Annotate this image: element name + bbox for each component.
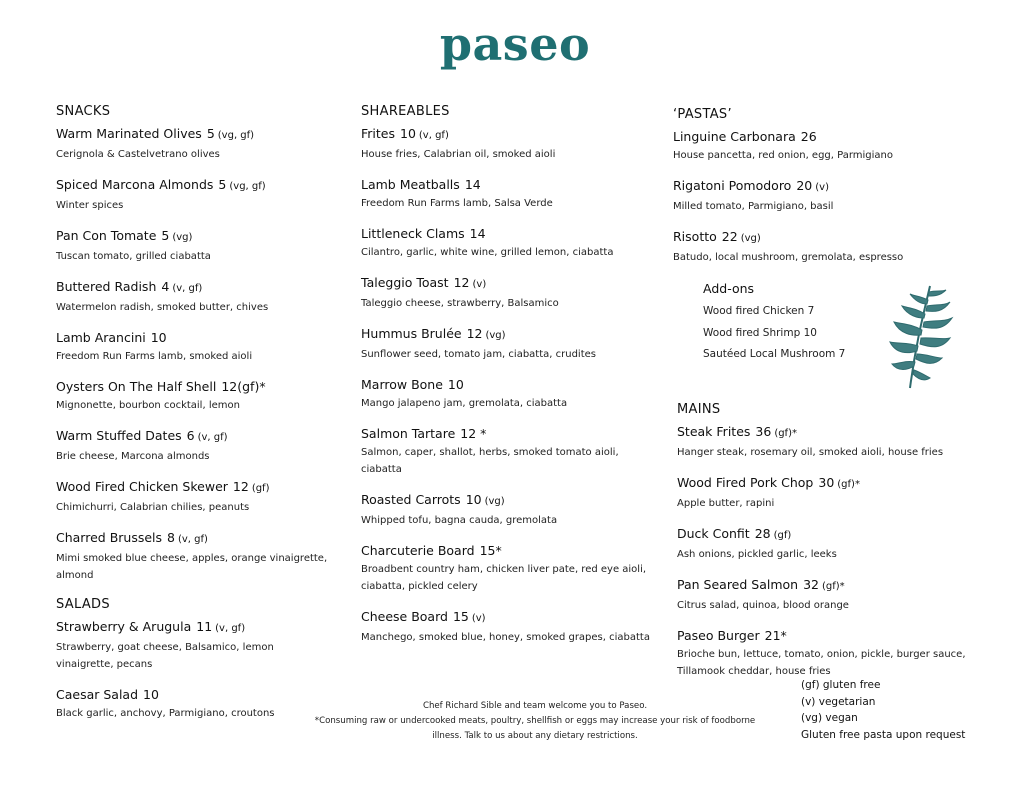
menu-item-name: Warm Stuffed Dates	[56, 428, 182, 443]
menu-item-price: 5	[218, 177, 227, 192]
menu-item	[673, 229, 973, 266]
menu-item-description: Ash onions, pickled garlic, leeks	[677, 549, 837, 560]
menu-item-price: 15*	[479, 543, 502, 558]
salads-list	[56, 619, 328, 722]
addon-item: Wood fired Chicken 7	[703, 305, 815, 317]
menu-item-name: Pan Con Tomate	[56, 228, 157, 243]
menu-item-price: 10	[143, 687, 159, 702]
menu-item	[673, 129, 973, 164]
menu-item-description: Salmon, caper, shallot, herbs, smoked tomato aioli, ciabatta	[361, 447, 619, 475]
menu-item-title	[56, 379, 328, 395]
menu-item-description: Brie cheese, Marcona almonds	[56, 451, 210, 462]
menu-item-description: House fries, Calabrian oil, smoked aioli	[361, 149, 556, 160]
menu-item-title	[677, 526, 977, 544]
menu-item-title	[677, 628, 977, 644]
menu-item-title	[361, 275, 651, 293]
menu-item	[56, 228, 328, 265]
menu-item-description: Freedom Run Farms lamb, smoked aioli	[56, 351, 253, 362]
menu-item-name: Charcuterie Board	[361, 543, 475, 558]
menu-item-price: 8	[167, 530, 175, 545]
addon-item: Sautéed Local Mushroom 7	[703, 348, 846, 360]
menu-item-name: Littleneck Clams	[361, 226, 465, 241]
menu-item-price: 5	[206, 126, 215, 141]
menu-item-dietary-tag: (v)	[471, 613, 486, 624]
menu-item-name: Lamb Meatballs	[361, 177, 460, 192]
menu-item-price: 6	[186, 428, 195, 443]
menu-item-dietary-tag: (v, gf)	[418, 130, 449, 141]
menu-item-description: Cerignola & Castelvetrano olives	[56, 149, 220, 160]
addons-list	[703, 301, 873, 366]
menu-item-name: Risotto	[673, 229, 717, 244]
menu-item	[361, 492, 651, 529]
menu-item-price: 26	[800, 129, 817, 144]
menu-item-dietary-tag: (v, gf)	[197, 432, 228, 443]
menu-item	[361, 377, 651, 412]
menu-item-description: Mignonette, bourbon cocktail, lemon	[56, 400, 240, 411]
menu-item-name: Wood Fired Chicken Skewer	[56, 479, 228, 494]
menu-item-description: Winter spices	[56, 200, 124, 211]
menu-item-description: Freedom Run Farms lamb, Salsa Verde	[361, 198, 553, 209]
menu-item-name: Buttered Radish	[56, 279, 157, 294]
menu-item-description: Batudo, local mushroom, gremolata, espresso	[673, 252, 904, 263]
addons-block	[703, 281, 873, 366]
section-title-salads: SALADS	[56, 597, 110, 612]
menu-item	[361, 543, 651, 595]
menu-item-name: Hummus Brulée	[361, 326, 462, 341]
menu-item-dietary-tag: (gf)	[773, 530, 792, 541]
menu-item-description: Hanger steak, rosemary oil, smoked aioli, house fries	[677, 447, 944, 458]
menu-item-description: Milled tomato, Parmigiano, basil	[673, 201, 834, 212]
menu-item-price: 21*	[764, 628, 787, 643]
menu-item-title	[673, 129, 973, 145]
footer-warning: *Consuming raw or undercooked meats, poultry, shellfish or eggs may increase your risk of foodborne	[314, 716, 756, 726]
menu-item-name: Pan Seared Salmon	[677, 577, 799, 592]
legend-item: (vg) vegan	[801, 712, 858, 724]
menu-item-price: 12	[232, 479, 249, 494]
addon-item: Wood fired Shrimp 10	[703, 326, 817, 339]
menu-item-price: 12	[466, 326, 483, 341]
menu-item-dietary-tag: (vg, gf)	[217, 130, 255, 141]
menu-item-title	[56, 479, 328, 497]
menu-item-dietary-tag: (vg)	[172, 232, 193, 243]
menu-item-name: Cheese Board	[361, 609, 448, 624]
section-title-snacks: SNACKS	[56, 104, 111, 119]
menu-item-title	[677, 475, 977, 493]
menu-item-title	[56, 530, 328, 548]
menu-item-dietary-tag: (v, gf)	[172, 283, 203, 294]
snacks-list	[56, 126, 328, 584]
menu-item-dietary-tag: (vg)	[740, 233, 761, 244]
menu-item-title	[56, 619, 328, 637]
menu-item-price: 28	[754, 526, 771, 541]
pastas-list	[673, 129, 973, 266]
menu-item	[361, 275, 651, 312]
menu-item-name: Rigatoni Pomodoro	[673, 178, 792, 193]
menu-item-price: 5	[161, 228, 170, 243]
menu-item-price: 20	[796, 178, 813, 193]
menu-item	[56, 177, 328, 214]
menu-item-price: 10	[465, 492, 482, 507]
menu-item	[56, 279, 328, 316]
menu-item-title	[361, 609, 651, 627]
menu-item	[361, 126, 651, 163]
menu-item-title	[361, 326, 651, 344]
menu-item-dietary-tag: (v, gf)	[215, 623, 246, 634]
menu-item-name: Frites	[361, 126, 395, 141]
footer-warning-cont: illness. Talk to us about any dietary restrictions.	[432, 731, 638, 741]
menu-item	[56, 687, 328, 722]
menu-item-description: Manchego, smoked blue, honey, smoked grapes, ciabatta	[361, 632, 650, 643]
menu-item-name: Duck Confit	[677, 526, 750, 541]
menu-item-dietary-tag: (v)	[472, 279, 487, 290]
menu-item-description: Watermelon radish, smoked butter, chives	[56, 302, 269, 313]
menu-item-price: 4	[161, 279, 170, 294]
menu-item-description: Broadbent country ham, chicken liver pate, red eye aioli, ciabatta, pickled celery	[361, 564, 647, 592]
mains-column	[677, 402, 977, 694]
menu-item-title	[56, 330, 328, 346]
menu-item-title	[361, 126, 651, 144]
menu-item-title	[361, 377, 651, 393]
menu-item-dietary-tag: (v)	[815, 182, 829, 193]
menu-item-name: Strawberry & Arugula	[56, 619, 192, 634]
menu-item	[361, 326, 651, 363]
menu-item-name: Caesar Salad	[56, 687, 139, 702]
menu-item-price: 15	[452, 609, 469, 624]
menu-item	[56, 479, 328, 516]
menu-item-name: Steak Frites	[677, 424, 751, 439]
menu-item-name: Linguine Carbonara	[673, 129, 796, 144]
menu-item-description: Whipped tofu, bagna cauda, gremolata	[361, 515, 558, 526]
menu-item	[56, 428, 328, 465]
fern-leaf-illustration	[880, 282, 956, 392]
menu-item-name: Salmon Tartare	[361, 426, 456, 441]
footer-welcome: Chef Richard Sible and team welcome you to Paseo.	[422, 701, 648, 711]
menu-item	[361, 426, 651, 478]
menu-item-description: Brioche bun, lettuce, tomato, onion, pickle, burger sauce, Tillamook cheddar, house fries	[677, 649, 966, 677]
dietary-legend	[801, 677, 965, 743]
menu-item-price: 22	[721, 229, 738, 244]
menu-item-dietary-tag: (vg)	[484, 496, 505, 507]
menu-item-price: 10	[150, 330, 167, 345]
menu-item-description: Sunflower seed, tomato jam, ciabatta, crudites	[361, 349, 596, 360]
menu-item	[56, 619, 328, 673]
menu-item-description: Black garlic, anchovy, Parmigiano, croutons	[56, 708, 275, 719]
menu-item-name: Spiced Marcona Almonds	[56, 177, 214, 192]
menu-item-description: Apple butter, rapini	[677, 498, 775, 509]
menu-item-title	[677, 577, 977, 595]
menu-item-price: 30	[818, 475, 835, 490]
menu-item-title	[56, 228, 328, 246]
menu-item	[677, 526, 977, 563]
menu-item-price: 14	[464, 177, 481, 192]
mains-list	[677, 424, 977, 680]
pastas-column	[673, 107, 973, 280]
menu-item-description: Taleggio cheese, strawberry, Balsamico	[361, 298, 559, 309]
menu-item-dietary-tag: (gf)*	[822, 581, 845, 592]
menu-item-price: 11	[196, 619, 213, 634]
menu-item-name: Paseo Burger	[677, 628, 760, 643]
menu-item-title	[361, 177, 651, 193]
menu-item	[677, 475, 977, 512]
menu-item	[56, 530, 328, 584]
menu-item-title	[56, 428, 328, 446]
menu-item-price: 12	[453, 275, 470, 290]
menu-item-name: Roasted Carrots	[361, 492, 461, 507]
menu-item	[673, 178, 973, 215]
menu-item	[677, 424, 977, 461]
menu-item-description: House pancetta, red onion, egg, Parmigiano	[673, 150, 894, 161]
addons-title: Add-ons	[703, 281, 755, 296]
menu-item-price: 36	[755, 424, 772, 439]
menu-item-name: Oysters On The Half Shell	[56, 379, 217, 394]
menu-item	[361, 609, 651, 646]
menu-item-name: Marrow Bone	[361, 377, 443, 392]
menu-item-price: 14	[469, 226, 486, 241]
menu-item-dietary-tag: (gf)	[251, 483, 270, 494]
shareables-list	[361, 126, 651, 646]
menu-item	[56, 126, 328, 163]
menu-item-dietary-tag: (gf)*	[837, 479, 860, 490]
menu-item-price: 10	[400, 126, 416, 141]
menu-item-title	[673, 178, 973, 196]
menu-item-name: Wood Fired Pork Chop	[677, 475, 814, 490]
menu-item-dietary-tag: (gf)*	[774, 428, 797, 439]
menu-item	[361, 177, 651, 212]
restaurant-logo: paseo	[439, 17, 591, 71]
section-title-pastas: ‘PASTAS’	[673, 107, 732, 122]
menu-item-price: 10	[447, 377, 464, 392]
menu-item-price: 32	[803, 577, 819, 592]
menu-item	[361, 226, 651, 261]
menu-item-description: Citrus salad, quinoa, blood orange	[677, 600, 849, 611]
menu-item-description: Tuscan tomato, grilled ciabatta	[56, 251, 211, 262]
snacks-column	[56, 104, 328, 736]
menu-item-title	[361, 426, 651, 442]
menu-item-dietary-tag: (vg, gf)	[229, 181, 266, 192]
menu-item-name: Warm Marinated Olives	[56, 126, 202, 141]
menu-item-title	[361, 492, 651, 510]
legend-item: (gf) gluten free	[801, 679, 881, 691]
section-title-shareables: SHAREABLES	[361, 104, 450, 119]
menu-item-name: Taleggio Toast	[361, 275, 449, 290]
menu-item	[56, 330, 328, 365]
menu-item-name: Charred Brussels	[56, 530, 163, 545]
menu-item-title	[56, 177, 328, 195]
menu-item-dietary-tag: (v, gf)	[177, 534, 208, 545]
menu-item	[677, 577, 977, 614]
menu-item-price: 12 *	[460, 426, 487, 441]
menu-item-dietary-tag: (vg)	[485, 330, 506, 341]
menu-item-title	[673, 229, 973, 247]
menu-item-title	[56, 126, 328, 144]
footer-notice	[300, 699, 770, 744]
menu-item-title	[56, 687, 328, 703]
menu-item-name: Lamb Arancini	[56, 330, 146, 345]
menu-item-description: Mimi smoked blue cheese, apples, orange vinaigrette, almond	[56, 553, 328, 581]
section-title-mains: MAINS	[677, 402, 721, 417]
menu-item-description: Cilantro, garlic, white wine, grilled lemon, ciabatta	[361, 247, 614, 258]
menu-item-title	[361, 543, 651, 559]
menu-item-description: Mango jalapeno jam, gremolata, ciabatta	[361, 398, 568, 409]
menu-item-title	[56, 279, 328, 297]
menu-item	[56, 379, 328, 414]
menu-item-title	[677, 424, 977, 442]
menu-item-description: Strawberry, goat cheese, Balsamico, lemon vinaigrette, pecans	[56, 642, 274, 670]
shareables-column	[361, 104, 651, 660]
legend-item: Gluten free pasta upon request	[801, 728, 966, 741]
menu-item-description: Chimichurri, Calabrian chilies, peanuts	[56, 502, 250, 513]
menu-item-title	[361, 226, 651, 242]
menu-item	[677, 628, 977, 680]
menu-item-price: 12(gf)*	[221, 379, 266, 394]
legend-item: (v) vegetarian	[801, 695, 876, 708]
